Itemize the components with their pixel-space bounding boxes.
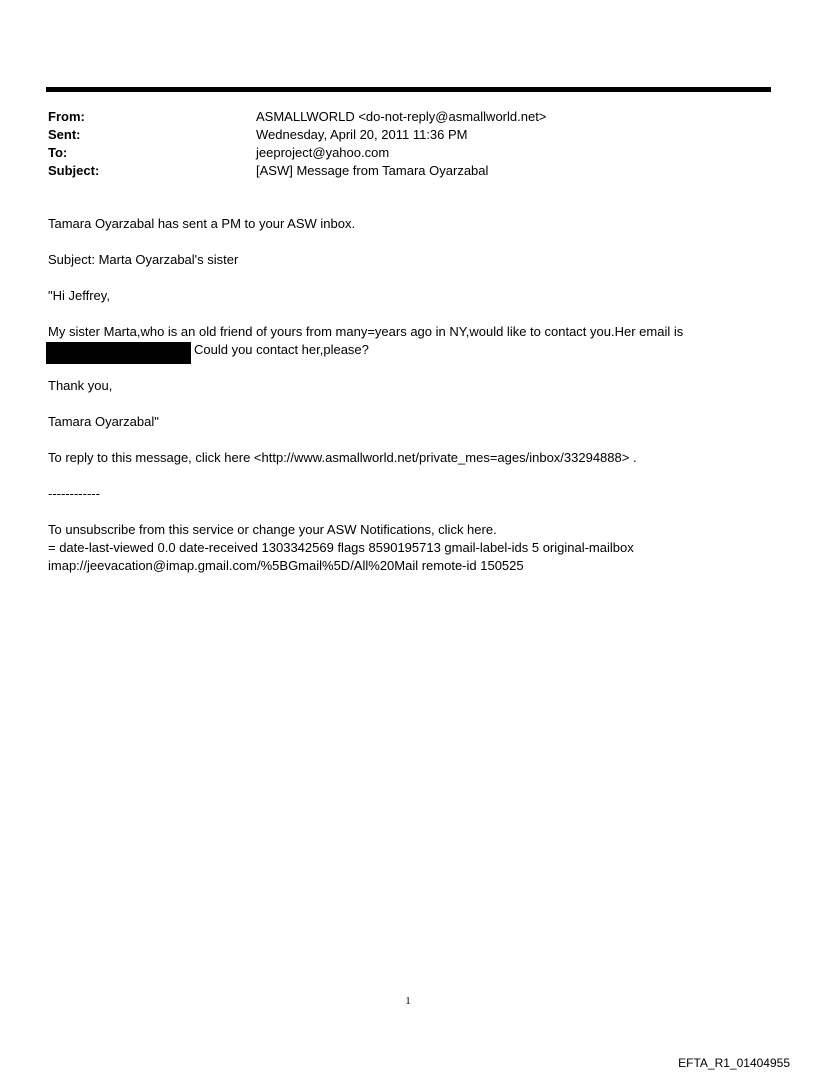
body-unsubscribe: To unsubscribe from this service or change your ASW Notifications, click here. [48,522,497,537]
header-rule [46,87,771,92]
body-meta-line-2: imap://jeevacation@imap.gmail.com/%5BGmail%5D/All%20Mail remote-id 150525 [48,558,524,573]
from-label: From: [48,109,85,124]
body-signature: Tamara Oyarzabal" [48,414,159,429]
body-subject-line: Subject: Marta Oyarzabal's sister [48,252,239,267]
body-separator: ------------ [48,486,100,501]
body-reply-line: To reply to this message, click here <http://www.asmallworld.net/private_mes=ages/inbox/33294888> . [48,450,637,465]
subject-value: [ASW] Message from Tamara Oyarzabal [256,163,489,178]
sent-value: Wednesday, April 20, 2011 11:36 PM [256,127,468,142]
body-meta-line-1: = date-last-viewed 0.0 date-received 1303342569 flags 8590195713 gmail-label-ids 5 original-mailbox [48,540,634,555]
document-id: EFTA_R1_01404955 [678,1056,790,1070]
body-intro: Tamara Oyarzabal has sent a PM to your ASW inbox. [48,216,356,231]
to-label: To: [48,145,68,160]
body-message-line-1: My sister Marta,who is an old friend of yours from many=years ago in NY,would like to contact you.Her email is [48,324,684,339]
body-greeting: "Hi Jeffrey, [48,288,110,303]
sent-label: Sent: [48,127,81,142]
from-value: ASMALLWORLD <do-not-reply@asmallworld.net> [256,109,547,124]
body-thanks: Thank you, [48,378,113,393]
redaction-box [46,342,191,364]
subject-label: Subject: [48,163,100,178]
to-value: jeeproject@yahoo.com [256,145,390,160]
body-message-line-2: Could you contact her,please? [194,342,369,357]
page-number: 1 [405,995,411,1007]
